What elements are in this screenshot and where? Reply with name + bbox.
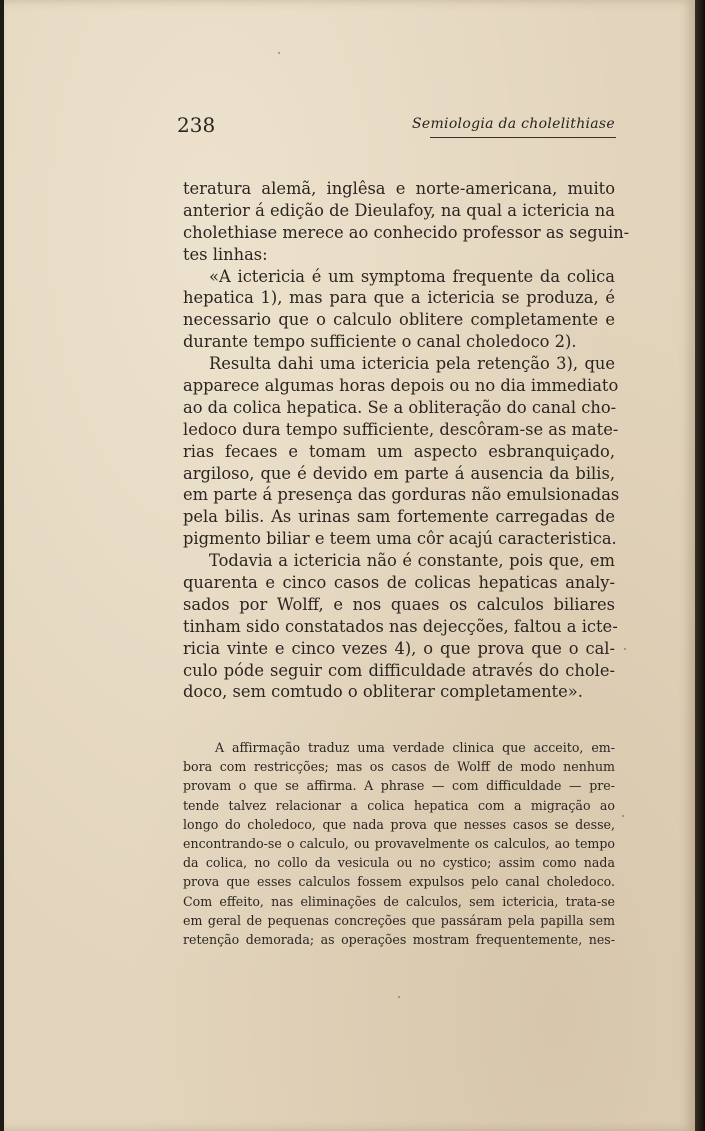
page-header	[177, 112, 615, 138]
header-rule	[430, 137, 616, 138]
body-line: pela bilis. As urinas sam fortemente carregadas de	[183, 507, 615, 527]
footnote-line: encontrando-se o calculo, ou provavelmente os calculos, ao tempo	[183, 835, 615, 851]
footnote-line: em geral de pequenas concreções que passáram pela papilla sem	[183, 912, 615, 928]
body-line: ricia vinte e cinco vezes 4), o que prova que o cal-	[183, 638, 615, 658]
footnote-line: bora com restricções; mas os casos de Wolff de modo nenhum	[183, 759, 615, 775]
book-spine-shadow	[695, 0, 705, 1131]
book-page	[4, 0, 695, 1131]
footnote-line: da colica, no collo da vesicula ou no cystico; assim como nada	[183, 855, 615, 871]
body-line: ao da colica hepatica. Se a obliteração do canal cho-	[183, 397, 617, 417]
body-line: quarenta e cinco casos de colicas hepaticas analy-	[183, 573, 615, 593]
body-line: tinham sido constatados nas dejecções, faltou a icte-	[183, 616, 618, 636]
footnote-line: prova que esses calculos fossem expulsos pelo canal choledoco.	[183, 874, 615, 890]
footnote-line: provam o que se affirma. A phrase — com difficuldade — pre-	[183, 778, 615, 794]
body-line: «A ictericia é um symptoma frequente da colica	[209, 266, 615, 286]
body-line: rias fecaes e tomam um aspecto esbranquiçado,	[183, 441, 615, 461]
footnote-line: longo do choledoco, que nada prova que nesses casos se desse,	[183, 816, 615, 832]
body-line: teratura alemã, inglêsa e norte-americana, muito	[183, 179, 615, 198]
body-line: cholethiase merece ao conhecido professor as seguin-	[183, 222, 630, 242]
footnote-line: Com effeito, nas eliminações de calculos, sem ictericia, trata-se	[183, 893, 615, 909]
body-text	[183, 178, 630, 703]
body-line: necessario que o calculo oblitere completamente e	[183, 310, 615, 330]
body-line: anterior á edição de Dieulafoy, na qual a ictericia na	[183, 200, 615, 220]
running-title: Semiologia da cholelithiase	[412, 116, 615, 132]
body-line: hepatica 1), mas para que a ictericia se produza, é	[183, 288, 615, 308]
footnote-line: retenção demorada; as operações mostram frequentemente, nes-	[183, 931, 615, 947]
body-line: apparece algumas horas depois ou no dia immediato	[183, 376, 619, 396]
body-line: pigmento biliar e teem uma côr acajú caracteristica.	[183, 529, 617, 549]
body-line: argiloso, que é devido em parte á ausencia da bilis,	[183, 463, 615, 483]
body-line: doco, sem comtudo o obliterar completamente».	[183, 682, 583, 702]
paper-speck	[278, 52, 280, 54]
body-line: culo póde seguir com difficuldade através do chole-	[183, 660, 615, 680]
body-line: sados por Wolff, e nos quaes os calculos biliares	[183, 594, 615, 614]
body-line: Todavia a ictericia não é constante, pois que, em	[209, 551, 615, 571]
page-number: 238	[177, 113, 216, 137]
paper-speck	[398, 996, 400, 998]
paper-speck	[622, 815, 624, 817]
body-line: ledoco dura tempo sufficiente, descôram-se as mate-	[183, 419, 619, 439]
footnote-line: tende talvez relacionar a colica hepatica com a migração ao	[183, 797, 615, 813]
body-line: em parte á presença das gorduras não emulsionadas	[183, 485, 620, 505]
footnote	[183, 738, 615, 949]
footnote-line: A affirmação traduz uma verdade clinica que acceito, em-	[215, 740, 615, 755]
paper-speck	[624, 648, 626, 650]
body-line: durante tempo sufficiente o canal choledoco 2).	[183, 332, 577, 352]
body-line: tes linhas:	[183, 244, 268, 264]
body-line: Resulta dahi uma ictericia pela retenção 3), que	[209, 354, 615, 374]
